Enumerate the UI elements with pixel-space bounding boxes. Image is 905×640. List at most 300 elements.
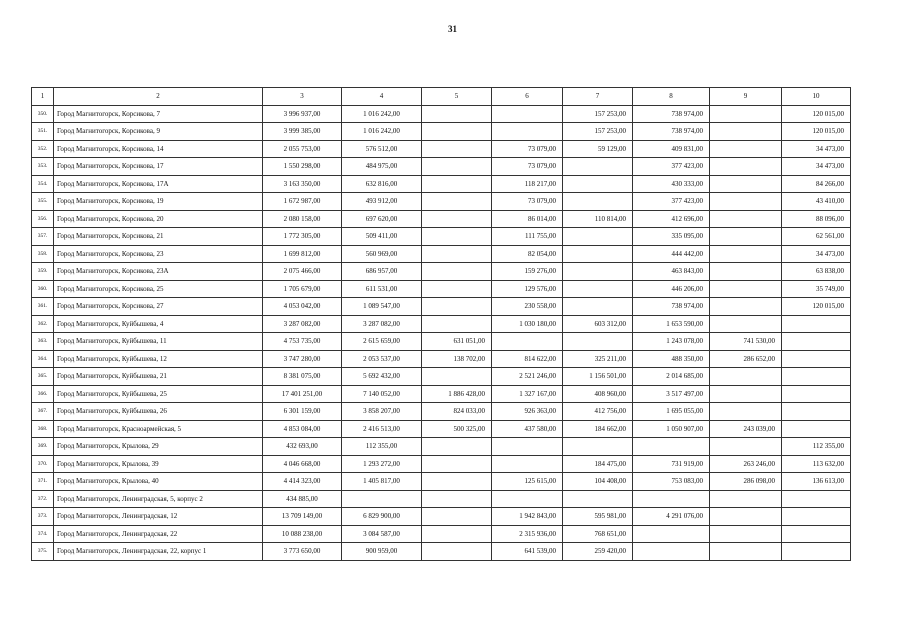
amount-cell: 8 381 075,00	[263, 368, 342, 386]
amount-cell	[710, 525, 782, 543]
amount-cell: 738 974,00	[633, 105, 710, 123]
amount-cell	[492, 490, 563, 508]
amount-cell	[782, 385, 851, 403]
amount-cell	[710, 438, 782, 456]
table-row	[32, 403, 851, 421]
address-cell: Город Магнитогорск, Красноармейская, 5	[54, 420, 263, 438]
amount-cell: 434 885,00	[263, 490, 342, 508]
row-index: 360.	[32, 280, 54, 298]
amount-cell: 509 411,00	[342, 228, 422, 246]
amount-cell: 125 615,00	[492, 473, 563, 491]
amount-cell: 113 632,00	[782, 455, 851, 473]
amount-cell: 138 702,00	[422, 350, 492, 368]
amount-cell: 632 816,00	[342, 175, 422, 193]
amount-cell: 432 693,00	[263, 438, 342, 456]
amount-cell	[342, 490, 422, 508]
amount-cell	[710, 158, 782, 176]
data-table	[31, 87, 851, 561]
amount-cell	[710, 315, 782, 333]
amount-cell: 118 217,00	[492, 175, 563, 193]
amount-cell: 2 615 659,00	[342, 333, 422, 351]
amount-cell: 84 266,00	[782, 175, 851, 193]
amount-cell: 1 672 987,00	[263, 193, 342, 211]
amount-cell: 4 053 042,00	[263, 298, 342, 316]
amount-cell	[422, 525, 492, 543]
amount-cell: 230 558,00	[492, 298, 563, 316]
address-cell: Город Магнитогорск, Куйбышева, 25	[54, 385, 263, 403]
amount-cell: 73 079,00	[492, 158, 563, 176]
amount-cell: 157 253,00	[563, 105, 633, 123]
row-index: 355.	[32, 193, 54, 211]
amount-cell: 1 016 242,00	[342, 123, 422, 141]
amount-cell: 2 521 246,00	[492, 368, 563, 386]
amount-cell	[422, 543, 492, 561]
amount-cell	[422, 263, 492, 281]
row-index: 362.	[32, 315, 54, 333]
amount-cell: 697 620,00	[342, 210, 422, 228]
amount-cell: 120 015,00	[782, 298, 851, 316]
amount-cell: 3 999 385,00	[263, 123, 342, 141]
amount-cell: 1 772 305,00	[263, 228, 342, 246]
amount-cell	[710, 193, 782, 211]
column-header: 9	[710, 88, 782, 106]
amount-cell: 6 301 159,00	[263, 403, 342, 421]
column-header: 6	[492, 88, 563, 106]
address-cell: Город Магнитогорск, Корсикова, 20	[54, 210, 263, 228]
amount-cell	[492, 123, 563, 141]
address-cell: Город Магнитогорск, Куйбышева, 11	[54, 333, 263, 351]
amount-cell	[563, 193, 633, 211]
table-row	[32, 245, 851, 263]
table-row	[32, 438, 851, 456]
amount-cell	[563, 298, 633, 316]
amount-cell: 184 662,00	[563, 420, 633, 438]
address-cell: Город Магнитогорск, Куйбышева, 26	[54, 403, 263, 421]
amount-cell	[710, 298, 782, 316]
amount-cell	[782, 368, 851, 386]
column-header: 3	[263, 88, 342, 106]
amount-cell: 111 755,00	[492, 228, 563, 246]
amount-cell: 73 079,00	[492, 140, 563, 158]
column-header: 2	[54, 88, 263, 106]
table-row	[32, 228, 851, 246]
table-row	[32, 263, 851, 281]
row-index: 352.	[32, 140, 54, 158]
amount-cell: 412 696,00	[633, 210, 710, 228]
amount-cell: 1 293 272,00	[342, 455, 422, 473]
amount-cell: 136 613,00	[782, 473, 851, 491]
amount-cell: 286 098,00	[710, 473, 782, 491]
amount-cell: 409 831,00	[633, 140, 710, 158]
amount-cell	[492, 105, 563, 123]
amount-cell	[782, 403, 851, 421]
amount-cell: 814 622,00	[492, 350, 563, 368]
address-cell: Город Магнитогорск, Корсикова, 17	[54, 158, 263, 176]
amount-cell: 1 405 817,00	[342, 473, 422, 491]
amount-cell: 731 919,00	[633, 455, 710, 473]
amount-cell	[422, 315, 492, 333]
row-index: 372.	[32, 490, 54, 508]
address-cell: Город Магнитогорск, Крылова, 39	[54, 455, 263, 473]
table-row	[32, 543, 851, 561]
row-index: 369.	[32, 438, 54, 456]
amount-cell: 1 699 812,00	[263, 245, 342, 263]
amount-cell	[710, 490, 782, 508]
amount-cell: 34 473,00	[782, 140, 851, 158]
page-number: 31	[448, 24, 457, 34]
amount-cell: 1 653 590,00	[633, 315, 710, 333]
amount-cell: 159 276,00	[492, 263, 563, 281]
amount-cell	[633, 490, 710, 508]
amount-cell: 263 246,00	[710, 455, 782, 473]
amount-cell	[782, 333, 851, 351]
amount-cell: 412 756,00	[563, 403, 633, 421]
table-row	[32, 210, 851, 228]
amount-cell: 641 539,00	[492, 543, 563, 561]
amount-cell: 63 838,00	[782, 263, 851, 281]
amount-cell: 437 580,00	[492, 420, 563, 438]
amount-cell	[422, 298, 492, 316]
amount-cell: 463 843,00	[633, 263, 710, 281]
amount-cell: 3 084 587,00	[342, 525, 422, 543]
row-index: 364.	[32, 350, 54, 368]
amount-cell	[422, 245, 492, 263]
row-index: 359.	[32, 263, 54, 281]
amount-cell: 35 749,00	[782, 280, 851, 298]
address-cell: Город Магнитогорск, Куйбышева, 21	[54, 368, 263, 386]
amount-cell: 3 747 280,00	[263, 350, 342, 368]
amount-cell	[563, 490, 633, 508]
column-header: 4	[342, 88, 422, 106]
amount-cell	[710, 123, 782, 141]
amount-cell: 112 355,00	[782, 438, 851, 456]
amount-cell: 738 974,00	[633, 123, 710, 141]
table-row	[32, 525, 851, 543]
amount-cell: 13 709 149,00	[263, 508, 342, 526]
table-row	[32, 175, 851, 193]
amount-cell: 824 033,00	[422, 403, 492, 421]
amount-cell: 2 053 537,00	[342, 350, 422, 368]
amount-cell	[710, 105, 782, 123]
amount-cell: 377 423,00	[633, 158, 710, 176]
amount-cell: 631 051,00	[422, 333, 492, 351]
amount-cell: 738 974,00	[633, 298, 710, 316]
row-index: 351.	[32, 123, 54, 141]
amount-cell: 560 969,00	[342, 245, 422, 263]
amount-cell	[782, 420, 851, 438]
amount-cell	[563, 158, 633, 176]
amount-cell: 4 414 323,00	[263, 473, 342, 491]
amount-cell	[710, 140, 782, 158]
amount-cell: 104 408,00	[563, 473, 633, 491]
amount-cell: 34 473,00	[782, 245, 851, 263]
row-index: 366.	[32, 385, 54, 403]
amount-cell: 43 410,00	[782, 193, 851, 211]
amount-cell	[563, 175, 633, 193]
amount-cell: 595 981,00	[563, 508, 633, 526]
amount-cell: 184 475,00	[563, 455, 633, 473]
amount-cell	[710, 263, 782, 281]
amount-cell: 110 814,00	[563, 210, 633, 228]
amount-cell	[710, 508, 782, 526]
amount-cell: 88 096,00	[782, 210, 851, 228]
address-cell: Город Магнитогорск, Корсикова, 9	[54, 123, 263, 141]
amount-cell: 741 530,00	[710, 333, 782, 351]
row-index: 353.	[32, 158, 54, 176]
address-cell: Город Магнитогорск, Корсикова, 25	[54, 280, 263, 298]
column-header: 7	[563, 88, 633, 106]
amount-cell	[782, 543, 851, 561]
amount-cell: 2 080 158,00	[263, 210, 342, 228]
amount-cell	[492, 455, 563, 473]
amount-cell	[563, 263, 633, 281]
row-index: 373.	[32, 508, 54, 526]
amount-cell: 3 858 207,00	[342, 403, 422, 421]
table-row	[32, 368, 851, 386]
amount-cell: 377 423,00	[633, 193, 710, 211]
amount-cell	[422, 368, 492, 386]
amount-cell: 2 416 513,00	[342, 420, 422, 438]
amount-cell	[422, 438, 492, 456]
amount-cell: 753 083,00	[633, 473, 710, 491]
amount-cell: 603 312,00	[563, 315, 633, 333]
amount-cell: 259 420,00	[563, 543, 633, 561]
table-row	[32, 315, 851, 333]
amount-cell	[710, 228, 782, 246]
amount-cell: 500 325,00	[422, 420, 492, 438]
address-cell: Город Магнитогорск, Куйбышева, 4	[54, 315, 263, 333]
column-header: 5	[422, 88, 492, 106]
amount-cell	[492, 438, 563, 456]
amount-cell	[710, 210, 782, 228]
address-cell: Город Магнитогорск, Крылова, 40	[54, 473, 263, 491]
row-index: 371.	[32, 473, 54, 491]
row-index: 375.	[32, 543, 54, 561]
amount-cell: 3 287 082,00	[263, 315, 342, 333]
amount-cell	[422, 455, 492, 473]
amount-cell	[563, 333, 633, 351]
amount-cell: 3 517 497,00	[633, 385, 710, 403]
table-body	[32, 105, 851, 560]
amount-cell: 10 088 238,00	[263, 525, 342, 543]
amount-cell	[422, 473, 492, 491]
amount-cell: 4 853 084,00	[263, 420, 342, 438]
amount-cell: 2 014 685,00	[633, 368, 710, 386]
amount-cell: 34 473,00	[782, 158, 851, 176]
row-index: 358.	[32, 245, 54, 263]
amount-cell: 5 692 432,00	[342, 368, 422, 386]
row-index: 367.	[32, 403, 54, 421]
table-row	[32, 158, 851, 176]
amount-cell: 686 957,00	[342, 263, 422, 281]
address-cell: Город Магнитогорск, Корсикова, 19	[54, 193, 263, 211]
amount-cell	[422, 508, 492, 526]
row-index: 361.	[32, 298, 54, 316]
amount-cell	[710, 385, 782, 403]
row-index: 365.	[32, 368, 54, 386]
amount-cell: 430 333,00	[633, 175, 710, 193]
table-row	[32, 105, 851, 123]
amount-cell	[563, 228, 633, 246]
amount-cell	[710, 368, 782, 386]
amount-cell: 243 039,00	[710, 420, 782, 438]
amount-cell	[710, 280, 782, 298]
table-row	[32, 420, 851, 438]
amount-cell: 1 156 501,00	[563, 368, 633, 386]
amount-cell: 1 886 428,00	[422, 385, 492, 403]
amount-cell: 4 753 735,00	[263, 333, 342, 351]
table-row	[32, 333, 851, 351]
amount-cell: 62 561,00	[782, 228, 851, 246]
address-cell: Город Магнитогорск, Ленинградская, 12	[54, 508, 263, 526]
address-cell: Город Магнитогорск, Ленинградская, 5, корпус 2	[54, 490, 263, 508]
row-index: 357.	[32, 228, 54, 246]
amount-cell: 1 695 055,00	[633, 403, 710, 421]
amount-cell: 488 350,00	[633, 350, 710, 368]
amount-cell: 2 315 936,00	[492, 525, 563, 543]
amount-cell: 484 975,00	[342, 158, 422, 176]
amount-cell: 3 773 650,00	[263, 543, 342, 561]
address-cell: Город Магнитогорск, Ленинградская, 22	[54, 525, 263, 543]
amount-cell: 1 243 078,00	[633, 333, 710, 351]
amount-cell	[422, 193, 492, 211]
address-cell: Город Магнитогорск, Корсикова, 23А	[54, 263, 263, 281]
amount-cell: 1 705 679,00	[263, 280, 342, 298]
amount-cell	[633, 525, 710, 543]
amount-cell	[633, 543, 710, 561]
amount-cell: 120 015,00	[782, 105, 851, 123]
amount-cell	[710, 403, 782, 421]
row-index: 354.	[32, 175, 54, 193]
amount-cell: 157 253,00	[563, 123, 633, 141]
row-index: 363.	[32, 333, 54, 351]
amount-cell	[422, 210, 492, 228]
amount-cell: 6 829 900,00	[342, 508, 422, 526]
row-index: 356.	[32, 210, 54, 228]
amount-cell	[492, 333, 563, 351]
amount-cell: 493 912,00	[342, 193, 422, 211]
row-index: 374.	[32, 525, 54, 543]
amount-cell: 1 050 907,00	[633, 420, 710, 438]
amount-cell: 3 163 350,00	[263, 175, 342, 193]
amount-cell: 444 442,00	[633, 245, 710, 263]
row-index: 368.	[32, 420, 54, 438]
table-row	[32, 298, 851, 316]
amount-cell	[563, 438, 633, 456]
amount-cell: 17 401 251,00	[263, 385, 342, 403]
amount-cell: 73 079,00	[492, 193, 563, 211]
table-row	[32, 473, 851, 491]
amount-cell	[710, 245, 782, 263]
amount-cell	[563, 245, 633, 263]
amount-cell: 926 363,00	[492, 403, 563, 421]
amount-cell: 2 075 466,00	[263, 263, 342, 281]
row-index: 350.	[32, 105, 54, 123]
amount-cell: 611 531,00	[342, 280, 422, 298]
amount-cell: 112 355,00	[342, 438, 422, 456]
address-cell: Город Магнитогорск, Куйбышева, 12	[54, 350, 263, 368]
address-cell: Город Магнитогорск, Корсикова, 23	[54, 245, 263, 263]
amount-cell: 7 140 052,00	[342, 385, 422, 403]
amount-cell	[782, 350, 851, 368]
amount-cell: 446 206,00	[633, 280, 710, 298]
column-header: 1	[32, 88, 54, 106]
table-row	[32, 193, 851, 211]
amount-cell: 1 089 547,00	[342, 298, 422, 316]
amount-cell: 408 960,00	[563, 385, 633, 403]
address-cell: Город Магнитогорск, Ленинградская, 22, корпус 1	[54, 543, 263, 561]
table-row	[32, 123, 851, 141]
amount-cell: 576 512,00	[342, 140, 422, 158]
amount-cell: 900 959,00	[342, 543, 422, 561]
amount-cell: 1 550 298,00	[263, 158, 342, 176]
address-cell: Город Магнитогорск, Крылова, 29	[54, 438, 263, 456]
amount-cell	[422, 123, 492, 141]
amount-cell: 768 651,00	[563, 525, 633, 543]
table-row	[32, 385, 851, 403]
address-cell: Город Магнитогорск, Корсикова, 17А	[54, 175, 263, 193]
amount-cell: 1 327 167,00	[492, 385, 563, 403]
amount-cell	[782, 490, 851, 508]
amount-cell: 325 211,00	[563, 350, 633, 368]
table-row	[32, 350, 851, 368]
amount-cell	[782, 315, 851, 333]
table-row	[32, 140, 851, 158]
amount-cell	[422, 175, 492, 193]
amount-cell	[710, 175, 782, 193]
amount-cell	[422, 158, 492, 176]
table-row	[32, 508, 851, 526]
amount-cell	[422, 140, 492, 158]
amount-cell: 120 015,00	[782, 123, 851, 141]
amount-cell: 4 291 076,00	[633, 508, 710, 526]
address-cell: Город Магнитогорск, Корсикова, 27	[54, 298, 263, 316]
amount-cell	[422, 105, 492, 123]
amount-cell: 2 055 753,00	[263, 140, 342, 158]
amount-cell: 3 996 937,00	[263, 105, 342, 123]
amount-cell: 286 652,00	[710, 350, 782, 368]
amount-cell: 335 095,00	[633, 228, 710, 246]
address-cell: Город Магнитогорск, Корсикова, 14	[54, 140, 263, 158]
table-row	[32, 455, 851, 473]
amount-cell: 86 014,00	[492, 210, 563, 228]
amount-cell	[782, 508, 851, 526]
table-row	[32, 490, 851, 508]
amount-cell	[422, 490, 492, 508]
amount-cell: 59 129,00	[563, 140, 633, 158]
column-header: 8	[633, 88, 710, 106]
amount-cell	[710, 543, 782, 561]
amount-cell: 1 942 843,00	[492, 508, 563, 526]
address-cell: Город Магнитогорск, Корсикова, 7	[54, 105, 263, 123]
amount-cell: 1 016 242,00	[342, 105, 422, 123]
amount-cell	[633, 438, 710, 456]
column-header: 10	[782, 88, 851, 106]
amount-cell: 1 030 180,00	[492, 315, 563, 333]
amount-cell	[782, 525, 851, 543]
row-index: 370.	[32, 455, 54, 473]
table-header-row	[32, 88, 851, 106]
address-cell: Город Магнитогорск, Корсикова, 21	[54, 228, 263, 246]
amount-cell	[422, 280, 492, 298]
amount-cell	[422, 228, 492, 246]
amount-cell: 3 287 082,00	[342, 315, 422, 333]
amount-cell	[563, 280, 633, 298]
amount-cell: 129 576,00	[492, 280, 563, 298]
amount-cell: 82 054,00	[492, 245, 563, 263]
table-row	[32, 280, 851, 298]
amount-cell: 4 046 668,00	[263, 455, 342, 473]
